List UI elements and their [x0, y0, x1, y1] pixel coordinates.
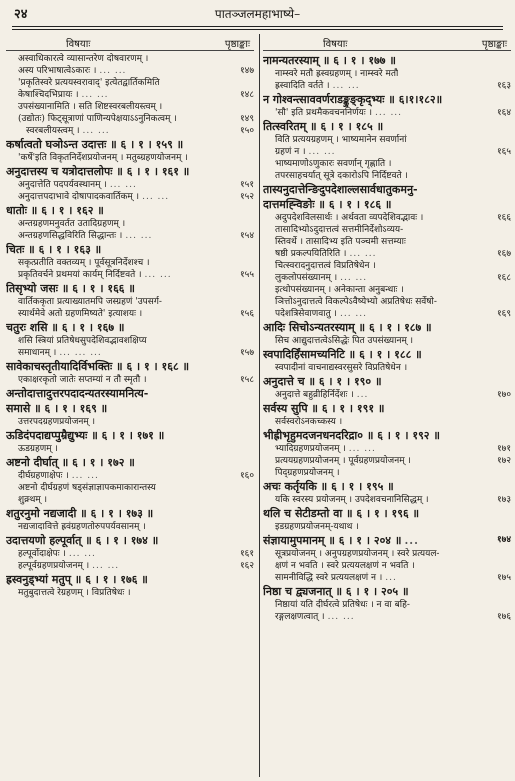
entry-text: 'प्रकृतिस्वरे प्रत्ययस्वरावाद्' इत्येतद्वार्तिकमिति: [18, 78, 160, 88]
entry-text: शसि स्त्रियां प्रतिषेधसुपदेशिवद्भावशक्षिप्य: [18, 336, 147, 346]
entry-text: उपसंख्यानामिति । सति शिष्टस्वरबलीयस्त्वम् ।: [18, 102, 163, 112]
right-column: [263, 36, 511, 623]
sutra-heading: [6, 386, 254, 401]
index-entry: [6, 494, 254, 506]
leader-dots: ... ...: [349, 249, 377, 259]
sutra-heading: [6, 164, 254, 179]
index-entry: [6, 416, 254, 428]
entry-text: विति प्रत्ययग्रहणम् । भाष्यमानेन सवर्णानां: [275, 135, 407, 145]
index-entry: [6, 335, 254, 347]
index-entry: [6, 257, 254, 269]
entry-text: तासादिभ्योऽदुदात्तत्वं सत्तमीनिर्देशोऽव्यय-: [275, 225, 404, 235]
entry-page-number: १७६: [496, 612, 511, 622]
entry-page-number: १५७: [239, 348, 254, 358]
sutra-heading: [6, 281, 254, 296]
index-entry: [263, 560, 511, 572]
sutra-heading: [6, 242, 254, 257]
sutra-heading: [263, 584, 511, 599]
sutra-heading: [263, 92, 511, 107]
entry-page-number: १६५: [496, 147, 511, 157]
leader-dots: ... ...: [68, 549, 96, 559]
entry-text: ञित्तोऽनुदात्तत्वे विकल्पेऽवैष्येभ्यो अप्रतिषेधः सर्वेषो-: [275, 297, 437, 307]
subject-heading: विषयाः: [66, 39, 91, 50]
index-entry: [263, 443, 511, 455]
leader-dots: ...: [385, 573, 397, 583]
index-entry: [263, 599, 511, 611]
entry-text: अनुदात्ते च ॥ ६ । १ । १९० ॥: [263, 375, 382, 388]
entry-page-number: १६२: [239, 561, 254, 571]
entry-text: निष्ठायां यति दीर्घरत्वे प्रतिषेधः । न वा बहि-: [275, 600, 410, 610]
entry-text: (उद्योतः) फिट्सूत्राणां पाणिन्यपेक्षयाऽऽनुनिकत्वम् ।: [18, 114, 177, 124]
entry-text: क्षणं न भवति । स्वरे प्रत्ययलक्षणं न भवति ।: [275, 561, 415, 571]
index-entry: [263, 335, 511, 347]
entry-text: सामनीविद्धि स्वरे प्रत्ययलक्षणं न ।: [275, 573, 383, 583]
entry-text: अन्तग्रहणमनुवर्तत उतादिग्रहणम् ।: [18, 219, 126, 229]
entry-text: भ्यादिग्रहणप्रयोजनम् ।: [275, 444, 346, 454]
sutra-heading: [6, 455, 254, 470]
leader-dots: ... ...: [375, 108, 403, 118]
index-entry: [6, 125, 254, 137]
entry-page-number: १७३: [496, 495, 511, 505]
entry-text: तास्यनुदात्तेन्ङिदुपदेशाल्लसार्वधातुकमनु-: [263, 183, 418, 196]
entry-text: पदेशत्रिसेवाणवातु ।: [275, 309, 337, 319]
leader-dots: ... ...: [109, 180, 137, 190]
entry-page-number: १६१: [239, 549, 254, 559]
index-entry: [6, 308, 254, 320]
left-entries: [6, 53, 254, 599]
entry-page-number: १६८: [496, 273, 511, 283]
sutra-heading: [263, 401, 511, 416]
index-entry: [263, 521, 511, 533]
entry-text: अनुदात्तस्य च यत्रोदात्तलोपः ॥ ६ । १ । १६१ ॥: [6, 165, 190, 178]
entry-text: षष्ठी प्रकल्पयितिरिति ।: [275, 249, 347, 259]
entry-text: नामन्यतरस्याम् ॥ ६ । १ । १७७ ॥: [263, 54, 396, 67]
index-entry: [263, 212, 511, 224]
entry-page-number: १६६: [496, 213, 511, 223]
index-entry: [263, 80, 511, 92]
entry-text: थलि च सेटीडम्तो वा ॥ ६ । १ । १९६ ॥: [263, 507, 420, 520]
entry-text: यकि स्वरस्य प्रयोजनम् । उपदेशवचनानिसिद्धम् ।: [275, 495, 429, 505]
entry-text: अन्तग्रहणसिद्धविरिति सिद्धान्तः ।: [18, 231, 123, 241]
entry-text: कर्षात्वतो घञोऽन्त उदात्तः ॥ ६ । १ । १५९ ॥: [6, 138, 184, 151]
entry-text: अस्वाधिकारत्वे व्यासान्तरेण दोषवारणम् ।: [18, 54, 149, 64]
leader-dots: ...: [404, 534, 419, 547]
leader-dots: ... ...: [125, 231, 153, 241]
entry-text: मतुबुदात्तत्वे रेग्रहणम् । विप्रतिषेधः ।: [18, 588, 131, 598]
index-entry: [6, 152, 254, 164]
header-rule-thin: [12, 29, 503, 30]
sutra-heading: [263, 479, 511, 494]
entry-text: सर्वस्वरोऽनकच्कस्य ।: [275, 417, 343, 427]
subject-heading: विषयाः: [323, 39, 348, 50]
entry-text: अन्तोदात्तादुत्तरपदादन्यतरस्यामनित्य-: [6, 387, 149, 400]
leader-dots: ... ...: [327, 612, 355, 622]
column-divider: [259, 34, 260, 777]
index-entry: [6, 77, 254, 89]
index-entry: [6, 560, 254, 572]
entry-text: ऊडग्रहणम् ।: [18, 444, 58, 454]
entry-page-number: १७१: [496, 444, 511, 454]
entry-page-number: १५०: [239, 126, 254, 136]
index-entry: [263, 236, 511, 248]
sutra-heading: [6, 320, 254, 335]
entry-page-number: १७०: [496, 390, 511, 400]
entry-text: दीर्घग्रहणाक्षेपः ।: [18, 471, 69, 481]
index-entry: [263, 611, 511, 623]
entry-text: सकृत्प्रतीति वक्तव्यम् । पूर्वसूत्रनिर्देशश्च ।: [18, 258, 150, 268]
index-entry: [263, 308, 511, 320]
leader-dots: ... ... ...: [59, 348, 102, 358]
index-entry: [263, 248, 511, 260]
entry-text: सूत्रप्रयोजनम् । अनुपग्रहणप्रयोजनम् । स्वरे प्रत्ययल-: [275, 549, 440, 559]
index-entry: [6, 587, 254, 599]
leader-dots: ... ...: [82, 126, 110, 136]
entry-page-number: १४८: [239, 90, 254, 100]
sutra-heading: [6, 506, 254, 521]
index-entry: [6, 230, 254, 242]
entry-text: ऊडिदंपदाद्यप्पुम्रैद्युभ्यः ॥ ६ । १ । १७१ ॥: [6, 429, 165, 442]
leader-dots: ... ...: [99, 66, 127, 76]
page-header: [14, 2, 501, 24]
index-entry: [6, 521, 254, 533]
entry-page-number: १४७: [239, 66, 254, 76]
entry-text: अष्टनो दीर्घात् ॥ ६ । १ । १७२ ॥: [6, 456, 135, 469]
leader-dots: ... ...: [348, 444, 376, 454]
header-rule: [12, 26, 503, 27]
entry-text: धातोः ॥ ६ । १ । १६२ ॥: [6, 204, 104, 217]
entry-text: स्यार्थमेवे अतो ग्रहणमिष्यते' इत्याशयः ।: [18, 309, 143, 319]
sutra-heading: [263, 374, 511, 389]
index-entry: [263, 416, 511, 428]
entry-page-number: १५४: [239, 231, 254, 241]
entry-text: स्वरबलीयस्त्वम् ।: [26, 126, 80, 136]
entry-text: अस्य परिभाषात्वेऽकारः ।: [18, 66, 97, 76]
entry-text: भीह्रीभृहुमदजनधनदरिद्रा० ॥ ६ । १ । १९२ ॥: [263, 429, 440, 442]
entry-page-number: १५५: [239, 270, 254, 280]
entry-page-number: १७२: [496, 456, 511, 466]
index-entry: [263, 362, 511, 374]
index-entry: [6, 548, 254, 560]
running-title: पातञ्जलमहाभाष्ये–: [214, 6, 301, 21]
index-entry: [6, 269, 254, 281]
entry-page-number: १५१: [239, 180, 254, 190]
entry-text: स्तिवर्थे । तासादिभ्य इति पञ्चमी सत्तम्याः: [275, 237, 406, 247]
entry-page-number: १६४: [496, 108, 511, 118]
entry-text: अचः कर्तृयकि ॥ ६ । १ । १९५ ॥: [263, 480, 394, 493]
leader-dots: ...: [356, 390, 369, 400]
entry-page-number: १६३: [496, 81, 511, 91]
index-entry: [6, 443, 254, 455]
index-entry: [6, 191, 254, 203]
sutra-heading: [263, 320, 511, 335]
entry-text: पिद्ग्रहणप्रयोजनम् ।: [275, 468, 340, 478]
entry-text: ह्रस्वादिति वर्तते ।: [275, 81, 330, 91]
index-entry: [263, 260, 511, 272]
page-heading: पृष्ठाङ्काः: [481, 39, 507, 50]
index-entry: [6, 179, 254, 191]
entry-text: अष्टनो दीर्घग्रहणं षड्संज्ञाज्ञापकमाकारान्तस्य: [18, 483, 156, 493]
index-entry: [6, 101, 254, 113]
entry-text: चितः ॥ ६ । १ । १६३ ॥: [6, 243, 102, 256]
entry-text: उदात्तयणो हल्पूर्वात् ॥ ६ । १ । १७४ ॥: [6, 534, 159, 547]
entry-text: 'कर्षे'इति विकृतनिर्देशप्रयोजनम् । मतुब्ग्रहणयोजनम् ।: [18, 153, 188, 163]
index-entry: [263, 68, 511, 80]
entry-page-number: १५८: [239, 375, 254, 385]
entry-text: अदुपदेशविलसार्थः । अर्थवता व्यपदेशिवद्भावः ।: [275, 213, 424, 223]
sutra-heading: [6, 137, 254, 152]
entry-text: शुक्र्थम् ।: [18, 495, 48, 505]
entry-text: हल्पूर्वोदाक्षेपः ।: [18, 549, 66, 559]
entry-text: सिच आद्युदात्तत्वेऽसिद्धेः पित उपसंख्यानम् ।: [275, 336, 414, 346]
entry-text: अनुदात्तपदाभावे दोषापादकवार्तिकम् ।: [18, 192, 140, 202]
sutra-heading: [6, 572, 254, 587]
leader-dots: ... ...: [71, 471, 99, 481]
sutra-heading: [263, 53, 511, 68]
index-entry: [6, 113, 254, 125]
sutra-heading: [6, 401, 254, 416]
left-column: [6, 36, 254, 599]
index-entry: [6, 347, 254, 359]
entry-page-number: १४९: [239, 114, 254, 124]
entry-page-number: १७५: [496, 573, 511, 583]
index-entry: [263, 134, 511, 146]
index-entry: [6, 53, 254, 65]
entry-text: स्वपादीनां वाचनाद्यस्वरसुसरे विप्रतिषेधेन ।: [275, 363, 408, 373]
left-column-header: [6, 36, 254, 51]
page-heading: पृष्ठाङ्काः: [224, 39, 250, 50]
index-entry: [263, 146, 511, 158]
entry-text: हल्पूर्वग्रहणप्रयोजनम् ।: [18, 561, 90, 571]
entry-page-number: १५२: [239, 192, 254, 202]
leader-dots: ... ...: [308, 147, 336, 157]
entry-text: लुकलोपसंख्यानम् ।: [275, 273, 338, 283]
entry-text: एकाक्षरकृतो जातेः सप्तम्यां न तौ स्मृतौ ।: [18, 375, 147, 385]
sutra-heading: [263, 197, 511, 212]
sutra-heading: [263, 182, 511, 197]
sutra-heading: [263, 119, 511, 134]
entry-text: चतुरः शसि ॥ ६ । १ । १६७ ॥: [6, 321, 125, 334]
leader-dots: ... ...: [92, 561, 120, 571]
index-entry: [6, 65, 254, 77]
entry-text: केषाश्चिदभिप्रायः ।: [18, 90, 79, 100]
entry-text: रङ्गलक्षणत्वात् ।: [275, 612, 325, 622]
index-entry: [263, 284, 511, 296]
entry-page-number: १६७: [496, 249, 511, 259]
entry-text: तपरसाहचर्यात् सूत्रे दकारोऽपि निर्दिष्टवते ।: [275, 171, 408, 181]
index-entry: [263, 494, 511, 506]
index-entry: [6, 374, 254, 386]
entry-text: ह्रस्वनुड्भ्यां मतुप् ॥ ६ । १ । १७६ ॥: [6, 573, 148, 586]
entry-page-number: १५६: [239, 309, 254, 319]
entry-text: आदिः सिचोऽन्यतरस्याम् ॥ ६ । १ । १८७ ॥: [263, 321, 432, 334]
entry-text: तिसृभ्यो जसः ॥ ६ । १ । १६६ ॥: [6, 282, 135, 295]
sutra-heading: [263, 428, 511, 443]
sutra-heading: [6, 359, 254, 374]
leader-dots: ... ...: [81, 90, 109, 100]
entry-text: प्रत्ययग्रहणप्रयोजनम् । पूर्वग्रहणप्रयोजनम् ।: [275, 456, 411, 466]
entry-page-number: १६०: [239, 471, 254, 481]
entry-text: अनुदात्ते बहुव्रीहिर्निर्देशः ।: [275, 390, 354, 400]
index-entry: [263, 296, 511, 308]
entry-text: संज्ञायामुपमानम् ॥ ६ । १ । २०४ ॥: [263, 534, 402, 547]
entry-text: तित्स्वरितम् ॥ ६ । १ । १८५ ॥: [263, 120, 384, 133]
entry-text: इडग्रहणप्रयोजनम्-यथाथ ।: [275, 522, 359, 532]
entry-text: समाधानम् ।: [18, 348, 57, 358]
sutra-heading: [263, 533, 511, 548]
index-entry: [263, 389, 511, 401]
leader-dots: ... ...: [340, 273, 368, 283]
entry-page-number: १७४: [496, 535, 511, 545]
entry-text: सर्वस्य सुपि ॥ ६ । १ । १९१ ॥: [263, 402, 385, 415]
entry-text: प्रकृतिवर्चने प्रथमयां कार्यम् निर्दिष्टवते ।: [18, 270, 142, 280]
entry-text: समासे ॥ ६ । १ । १६९ ॥: [6, 402, 108, 415]
leader-dots: ... ...: [332, 81, 360, 91]
index-entry: [263, 455, 511, 467]
index-entry: [6, 296, 254, 308]
index-entry: [263, 170, 511, 182]
index-entry: [263, 548, 511, 560]
entry-text: भाष्यमाणोऽणुकारः सवर्णान् गृह्णाति ।: [275, 159, 392, 169]
entry-text: उत्तरपदग्रहणप्रयोजनम् ।: [18, 417, 96, 427]
index-entry: [263, 272, 511, 284]
sutra-heading: [6, 533, 254, 548]
index-entry: [263, 107, 511, 119]
index-entry: [6, 470, 254, 482]
index-entry: [263, 158, 511, 170]
entry-text: चित्स्वरादनुदात्तत्वं विप्रतिषेधेन ।: [275, 261, 376, 271]
entry-text: नद्यजादावित्ते ह्रवंग्रहणतोरुपपर्यवसानम् ।: [18, 522, 146, 532]
right-column-header: [263, 36, 511, 51]
entry-text: इत्थोपसंख्यानम् । अनेकान्ता अनुबन्धाः ।: [275, 285, 404, 295]
entry-text: स्वपादिर्हिंसामच्यनिटि ॥ ६ । १ । १८८ ॥: [263, 348, 422, 361]
sutra-heading: [263, 506, 511, 521]
index-entry: [6, 89, 254, 101]
entry-text: दात्तमह्न्विङोः ॥ ६ । १ । १८६ ॥: [263, 198, 392, 211]
page-number: २४: [14, 7, 28, 22]
entry-text: नाम्स्वरे मतौ ह्रस्वग्रहणम् । नाम्स्वरे मतौ: [275, 69, 399, 79]
index-entry: [263, 224, 511, 236]
index-entry: [6, 218, 254, 230]
leader-dots: ... ...: [144, 270, 172, 280]
entry-text: वार्तिककृता प्रत्याख्यातमपि जस्ग्रहणं 'उपसर्ग-: [18, 297, 162, 307]
entry-text: 'सौ' इति प्रथमैकवचननिर्णयः ।: [275, 108, 372, 118]
leader-dots: ... ...: [339, 309, 368, 319]
leader-dots: ... ...: [142, 192, 170, 202]
sutra-heading: [6, 428, 254, 443]
entry-text: निष्ठा च द्व्यजनात् ॥ ६ । १ । २०५ ॥: [263, 585, 409, 598]
index-entry: [263, 467, 511, 479]
right-entries: [263, 53, 511, 623]
entry-page-number: १६९: [496, 309, 511, 319]
entry-text: अनुदात्तेति पदपर्यवस्थानम् ।: [18, 180, 107, 190]
sutra-heading: [263, 347, 511, 362]
entry-text: न गोश्वन्त्साववर्णराडङ्कुङ्कृद्भ्यः ॥ ६।१।१८२॥: [263, 93, 443, 106]
entry-text: शतुरनुमो नद्यजादी ॥ ६ । १ । १७३ ॥: [6, 507, 154, 520]
entry-text: सावेकाचस्तृतीयादिर्विभक्तिः ॥ ६ । १ । १६८ ॥: [6, 360, 190, 373]
entry-text: ग्रहणं न ।: [275, 147, 306, 157]
index-entry: [6, 482, 254, 494]
index-entry: [263, 572, 511, 584]
sutra-heading: [6, 203, 254, 218]
